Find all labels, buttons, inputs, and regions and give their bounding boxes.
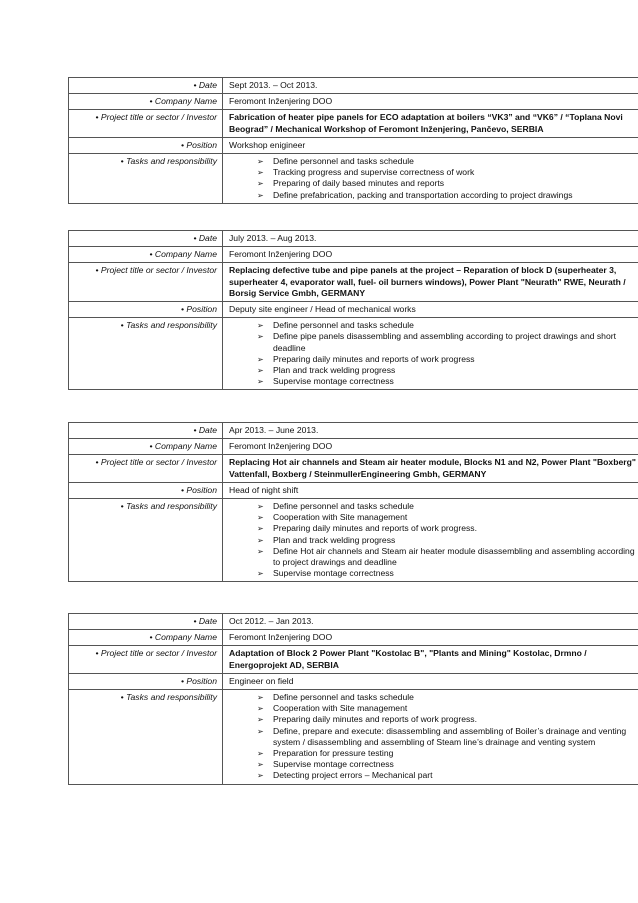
tasks-cell [223, 154, 638, 204]
position-value: Head of night shift [223, 482, 638, 498]
project-row [69, 110, 638, 137]
arrow-bullet-icon: ➢ [257, 354, 264, 364]
task-item [257, 376, 638, 387]
task-item [257, 178, 638, 189]
task-text: Cooperation with Site management [273, 703, 408, 714]
task-item [257, 365, 638, 376]
task-item [257, 546, 638, 568]
task-text: Preparing daily minutes and reports of work progress [273, 353, 475, 364]
task-text: Preparation for pressure testing [273, 748, 394, 759]
tasks-list [229, 692, 638, 782]
task-item [257, 354, 638, 365]
date-label: • Date [69, 423, 223, 439]
project-row [69, 263, 638, 302]
task-item [257, 535, 638, 546]
position-value: Deputy site engineer / Head of mechanical works [223, 302, 638, 318]
task-text: Preparing daily minutes and reports of work progress. [273, 523, 477, 534]
task-text: Preparing of daily based minutes and reports [273, 178, 445, 189]
arrow-bullet-icon: ➢ [257, 190, 264, 200]
arrow-bullet-icon: ➢ [257, 693, 264, 703]
task-text: Define personnel and tasks schedule [273, 692, 414, 703]
task-item [257, 770, 638, 781]
task-item [257, 190, 638, 201]
date-row [69, 231, 638, 247]
position-label: • Position [69, 673, 223, 689]
position-row [69, 302, 638, 318]
arrow-bullet-icon: ➢ [257, 179, 264, 189]
task-text: Define personnel and tasks schedule [273, 156, 414, 167]
task-text: Define pipe panels disassembling and assembling according to project drawings and short deadline [273, 331, 616, 353]
task-item [257, 748, 638, 759]
date-value: Sept 2013. – Oct 2013. [223, 78, 638, 94]
date-value: Apr 2013. – June 2013. [223, 423, 638, 439]
company-label: • Company Name [69, 94, 223, 110]
arrow-bullet-icon: ➢ [257, 366, 264, 376]
task-text: Supervise montage correctness [273, 376, 394, 387]
date-label: • Date [69, 614, 223, 630]
company-row [69, 439, 638, 455]
company-value: Feromont Inženjering DOO [223, 439, 638, 455]
task-item [257, 726, 638, 748]
company-value: Feromont Inženjering DOO [223, 630, 638, 646]
company-value: Feromont Inženjering DOO [223, 94, 638, 110]
project-row [69, 646, 638, 673]
arrow-bullet-icon: ➢ [257, 157, 264, 167]
task-item [257, 501, 638, 512]
tasks-label: • Tasks and responsibility [69, 154, 223, 204]
arrow-bullet-icon: ➢ [257, 377, 264, 387]
task-item [257, 523, 638, 534]
task-item [257, 714, 638, 725]
tasks-label: • Tasks and responsibility [69, 499, 223, 582]
task-item [257, 331, 638, 353]
arrow-bullet-icon: ➢ [257, 704, 264, 714]
experience-entry-3 [68, 422, 638, 582]
position-label: • Position [69, 302, 223, 318]
task-item [257, 167, 638, 178]
tasks-row [69, 690, 638, 785]
tasks-cell [223, 318, 638, 390]
position-row [69, 137, 638, 153]
task-item [257, 156, 638, 167]
arrow-bullet-icon: ➢ [257, 715, 264, 725]
project-value: Fabrication of heater pipe panels for ECO adaptation at boilers “VK3” and “VK6” / “Toplana Novi Beograd” / Mechanical Workshop of Feromont Inženjering, Pančevo, SERBIA [223, 110, 638, 137]
tasks-label: • Tasks and responsibility [69, 690, 223, 785]
experience-entry-2 [68, 230, 638, 390]
task-text: Define prefabrication, packing and transportation according to project drawings [273, 189, 573, 200]
company-label: • Company Name [69, 439, 223, 455]
position-row [69, 482, 638, 498]
project-value: Replacing Hot air channels and Steam air heater module, Blocks N1 and N2, Power Plant "Boxberg" Vattenfall, Boxberg / SteinmullerEngineering Gmbh, GERMANY [223, 455, 638, 482]
tasks-list [229, 156, 638, 201]
task-text: Define Hot air channels and Steam air heater module disassembling and assembling according to project drawings and deadline [273, 545, 635, 568]
tasks-cell [223, 690, 638, 785]
arrow-bullet-icon: ➢ [257, 726, 264, 736]
arrow-bullet-icon: ➢ [257, 546, 264, 556]
task-text: Preparing daily minutes and reports of work progress. [273, 714, 477, 725]
arrow-bullet-icon: ➢ [257, 535, 264, 545]
arrow-bullet-icon: ➢ [257, 168, 264, 178]
tasks-label: • Tasks and responsibility [69, 318, 223, 390]
arrow-bullet-icon: ➢ [257, 321, 264, 331]
position-value: Engineer on field [223, 673, 638, 689]
task-text: Cooperation with Site management [273, 512, 408, 523]
project-row [69, 455, 638, 482]
project-value: Replacing defective tube and pipe panels at the project – Reparation of block D (superheater 3, superheater 4, evaporator wall, fuel- oil burners windows), Power Plant "Neurath" RWE, Neurath / Borsig Service Gmbh, GERMANY [223, 263, 638, 302]
project-label: • Project title or sector / Investor [69, 455, 223, 482]
arrow-bullet-icon: ➢ [257, 569, 264, 579]
date-label: • Date [69, 231, 223, 247]
arrow-bullet-icon: ➢ [257, 771, 264, 781]
company-label: • Company Name [69, 630, 223, 646]
task-text: Supervise montage correctness [273, 568, 394, 579]
task-item [257, 568, 638, 579]
tasks-row [69, 318, 638, 390]
tasks-row [69, 499, 638, 582]
experience-entry-1 [68, 77, 638, 204]
company-row [69, 94, 638, 110]
arrow-bullet-icon: ➢ [257, 760, 264, 770]
company-label: • Company Name [69, 247, 223, 263]
date-row [69, 78, 638, 94]
task-text: Define personnel and tasks schedule [273, 501, 414, 512]
tasks-cell [223, 499, 638, 582]
experience-entry-4 [68, 613, 638, 785]
task-item [257, 703, 638, 714]
arrow-bullet-icon: ➢ [257, 749, 264, 759]
position-row [69, 673, 638, 689]
task-text: Supervise montage correctness [273, 759, 394, 770]
date-row [69, 614, 638, 630]
date-value: July 2013. – Aug 2013. [223, 231, 638, 247]
task-text: Plan and track welding progress [273, 534, 396, 545]
company-row [69, 247, 638, 263]
task-text: Tracking progress and supervise correctness of work [273, 167, 475, 178]
project-value: Adaptation of Block 2 Power Plant "Kostolac B", "Plants and Mining" Kostolac, Drmno / Energoprojekt AD, SERBIA [223, 646, 638, 673]
arrow-bullet-icon: ➢ [257, 513, 264, 523]
tasks-list [229, 501, 638, 579]
task-item [257, 512, 638, 523]
arrow-bullet-icon: ➢ [257, 332, 264, 342]
task-item [257, 320, 638, 331]
tasks-list [229, 320, 638, 387]
task-text: Define personnel and tasks schedule [273, 320, 414, 331]
date-label: • Date [69, 78, 223, 94]
project-label: • Project title or sector / Investor [69, 646, 223, 673]
task-item [257, 759, 638, 770]
position-label: • Position [69, 137, 223, 153]
task-item [257, 692, 638, 703]
project-label: • Project title or sector / Investor [69, 110, 223, 137]
tasks-row [69, 154, 638, 204]
task-text: Plan and track welding progress [273, 365, 396, 376]
task-text: Detecting project errors – Mechanical part [273, 770, 433, 781]
date-value: Oct 2012. – Jan 2013. [223, 614, 638, 630]
project-label: • Project title or sector / Investor [69, 263, 223, 302]
date-row [69, 423, 638, 439]
position-value: Workshop enigineer [223, 137, 638, 153]
company-row [69, 630, 638, 646]
arrow-bullet-icon: ➢ [257, 524, 264, 534]
task-text: Define, prepare and execute: disassembling and assembling of Boiler’s drainage and venting system / disassembling and assembling of Steam line’s drainage and venting system [273, 725, 627, 747]
position-label: • Position [69, 482, 223, 498]
arrow-bullet-icon: ➢ [257, 502, 264, 512]
company-value: Feromont Inženjering DOO [223, 247, 638, 263]
